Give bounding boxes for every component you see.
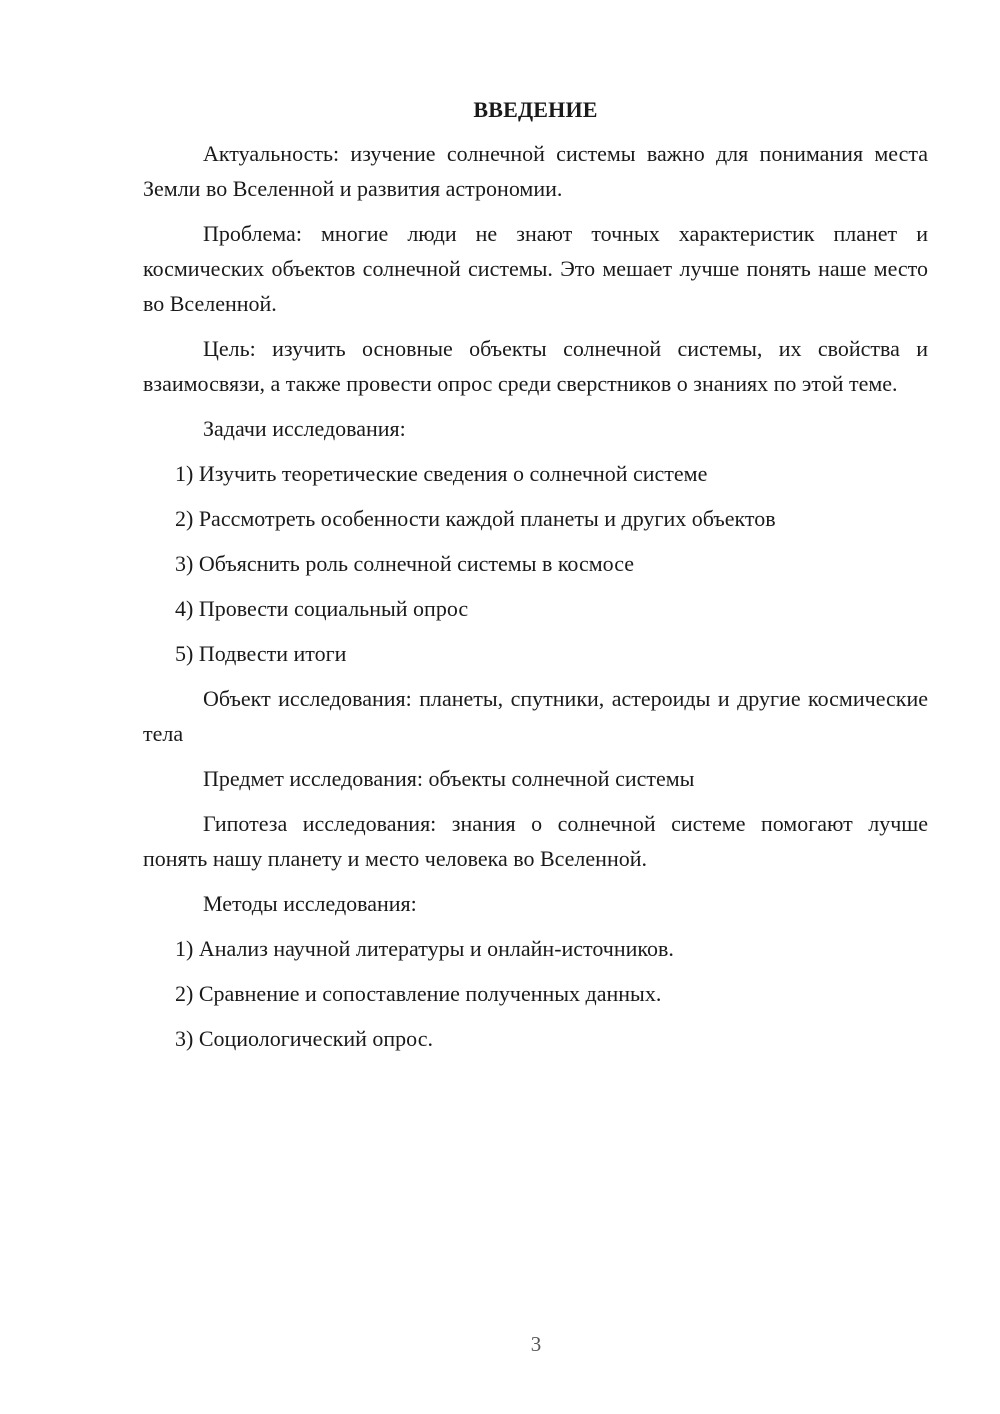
- page-content: [143, 92, 928, 1066]
- list-item: 4) Провести социальный опрос: [175, 596, 469, 621]
- list-item: 1) Изучить теоретические сведения о солнечной системе: [175, 461, 708, 486]
- list-item: 2) Сравнение и сопоставление полученных данных.: [175, 981, 662, 1006]
- list-item: 5) Подвести итоги: [175, 641, 347, 666]
- problem-paragraph: Проблема: многие люди не знают точных характеристик планет и космических объектов солнечной системы. Это мешает лучше понять наше место во Вселенной.: [143, 221, 928, 316]
- list-item: 1) Анализ научной литературы и онлайн-источников.: [175, 936, 674, 961]
- subject-paragraph: Предмет исследования: объекты солнечной системы: [203, 766, 695, 791]
- section-heading: ВВЕДЕНИЕ: [473, 97, 598, 122]
- tasks-list: [143, 456, 928, 671]
- page-number: 3: [530, 1332, 542, 1356]
- tasks-heading: Задачи исследования:: [203, 416, 406, 441]
- list-item: 2) Рассмотреть особенности каждой планеты и других объектов: [175, 506, 776, 531]
- object-paragraph: Объект исследования: планеты, спутники, астероиды и другие космические тела: [143, 686, 928, 746]
- methods-heading: Методы исследования:: [203, 891, 417, 916]
- goal-paragraph: Цель: изучить основные объекты солнечной системы, их свойства и взаимосвязи, а также провести опрос среди сверстников о знаниях по этой теме.: [143, 336, 928, 396]
- methods-list: [143, 931, 928, 1056]
- list-item: 3) Объяснить роль солнечной системы в космосе: [175, 551, 635, 576]
- list-item: 3) Социологический опрос.: [175, 1026, 433, 1051]
- relevance-paragraph: Актуальность: изучение солнечной системы важно для понимания места Земли во Вселенной и развития астрономии.: [143, 141, 928, 201]
- hypothesis-paragraph: Гипотеза исследования: знания о солнечной системе помогают лучше понять нашу планету и место человека во Вселенной.: [143, 811, 928, 871]
